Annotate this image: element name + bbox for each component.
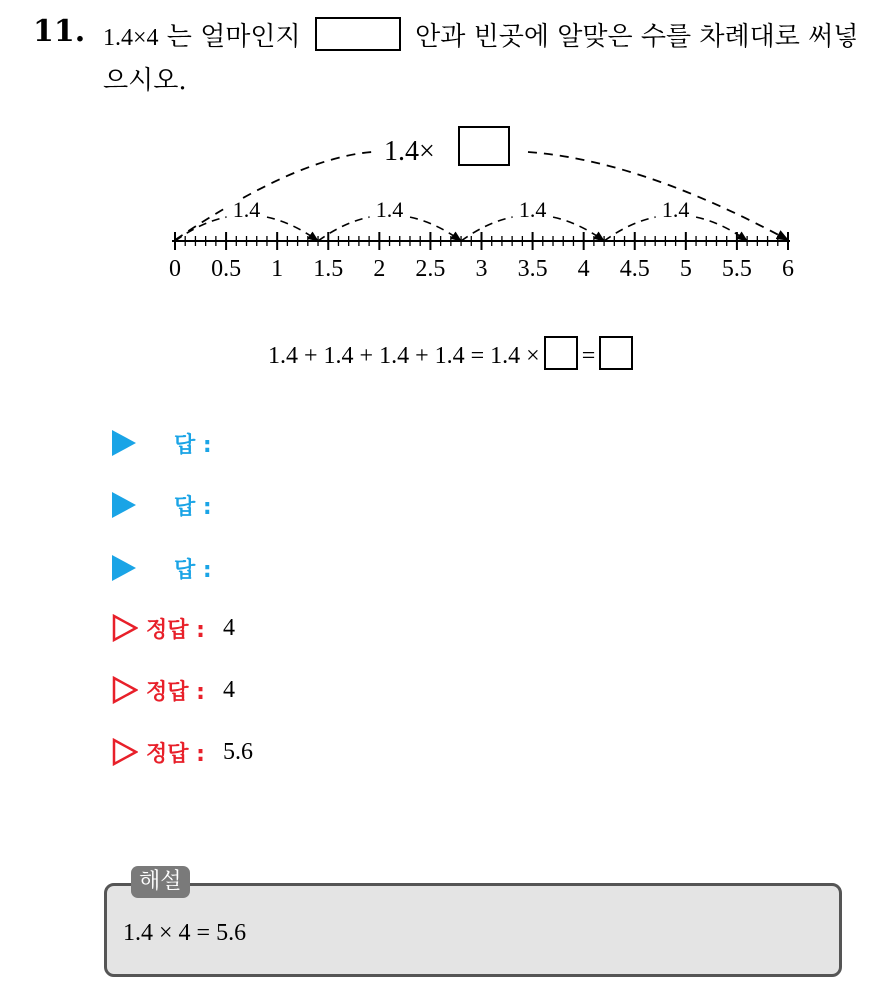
hop-label: 1.4	[232, 197, 261, 222]
correct-answer-row-1	[112, 613, 235, 643]
correct-answer-label: 정답 :	[146, 679, 205, 705]
correct-answer-row-3	[112, 737, 253, 767]
number-line-tick-label: 5	[679, 256, 692, 282]
solution-text: 1.4 × 4 = 5.6	[123, 920, 247, 946]
answer-row-1	[112, 428, 212, 458]
correct-answer-value: 5.6	[222, 738, 253, 765]
big-jump-arc-right	[528, 152, 788, 240]
outline-triangle-icon	[112, 614, 138, 642]
number-line-tick-label: 0	[169, 256, 181, 282]
question-expression: 1.4×4	[103, 25, 159, 51]
equation-lhs: 1.4 + 1.4 + 1.4 + 1.4 = 1.4 ×	[268, 343, 540, 369]
question-text-mid: 는 얼마인지	[158, 22, 309, 52]
big-jump-label: 1.4×	[384, 136, 435, 167]
outline-triangle-icon	[112, 738, 138, 766]
outline-triangle-icon	[112, 676, 138, 704]
play-triangle-icon	[112, 430, 136, 456]
correct-answer-row-2	[112, 675, 235, 705]
number-line-tick-label: 1	[271, 256, 284, 282]
number-line-tick-label: 0.5	[211, 256, 242, 282]
hop-label: 1.4	[518, 197, 547, 222]
number-line-figure	[0, 0, 884, 300]
number-line-tick-label: 3.5	[517, 256, 548, 282]
correct-answer-value: 4	[222, 676, 235, 703]
correct-answer-label: 정답 :	[146, 741, 205, 767]
equation-blank-2	[599, 336, 633, 370]
equation-equals: =	[581, 343, 596, 369]
hop-label: 1.4	[661, 197, 690, 222]
question-number: 11.	[33, 14, 86, 49]
number-line-tick-label: 2.5	[415, 256, 446, 282]
big-jump-blank	[459, 127, 509, 165]
equation-blank-1	[544, 336, 578, 370]
play-triangle-icon	[112, 492, 136, 518]
question-text-line2: 으시오.	[103, 66, 187, 96]
correct-answer-label: 정답 :	[146, 617, 205, 643]
number-line-tick-label: 1.5	[313, 256, 344, 282]
number-line-tick-label: 5.5	[721, 256, 752, 282]
answer-label: 답 :	[174, 557, 212, 583]
solution-tag: 해설	[131, 866, 190, 898]
answer-label: 답 :	[174, 432, 212, 458]
equation	[268, 336, 637, 370]
number-line-tick-label: 3	[475, 256, 488, 282]
hop-label: 1.4	[375, 197, 404, 222]
number-line-tick-label: 4.5	[619, 256, 650, 282]
play-triangle-icon	[112, 555, 136, 581]
number-line-tick-label: 4	[577, 256, 590, 282]
number-line-tick-label: 2	[373, 256, 386, 282]
answer-row-3	[112, 553, 212, 583]
answer-label: 답 :	[174, 494, 212, 520]
answer-row-2	[112, 490, 212, 520]
question-text-end: 안과 빈곳에 알맞은 수를 차례대로 써넣	[406, 22, 859, 52]
number-line-tick-label: 6	[782, 256, 794, 282]
correct-answer-value: 4	[222, 614, 235, 641]
